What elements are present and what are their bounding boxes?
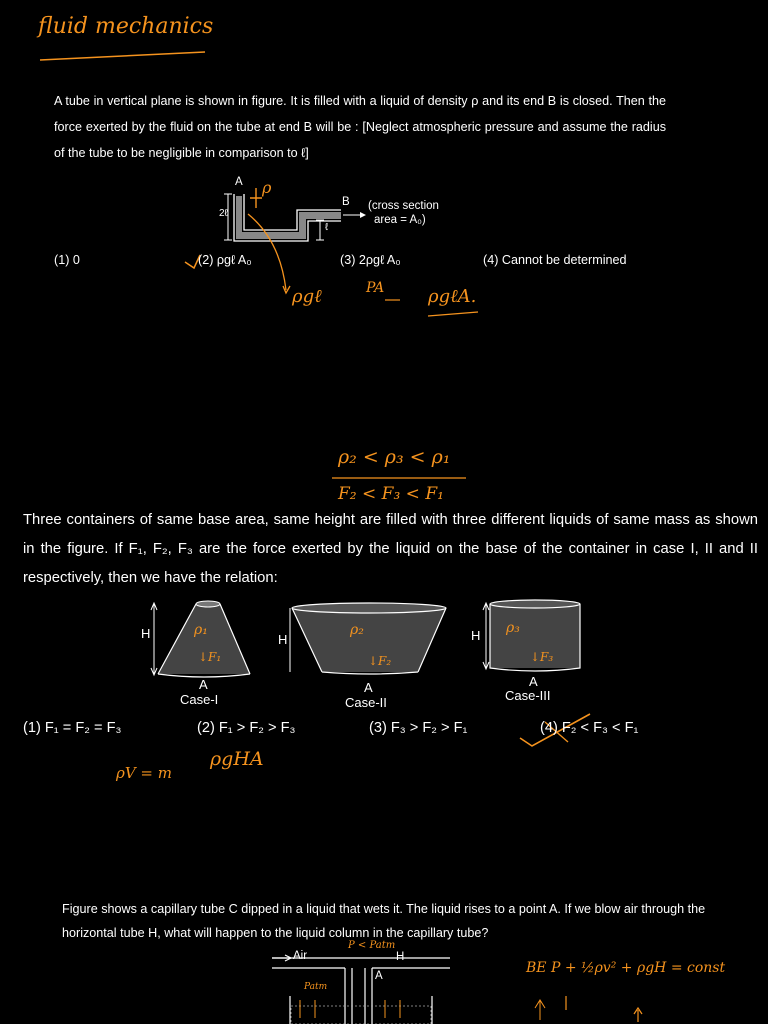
case-2-caption: Case-II bbox=[345, 695, 387, 710]
case-2-rho: ρ₂ bbox=[350, 622, 364, 638]
q1-label-a: A bbox=[235, 176, 243, 188]
note-densities: ρ₂ < ρ₃ < ρ₁ bbox=[338, 446, 451, 468]
q3-note-patm: Patm bbox=[304, 982, 328, 992]
q1-option-1: (1) 0 bbox=[54, 253, 80, 267]
q2-note-rhogha: ρgHA bbox=[210, 748, 264, 770]
q1-label-b: B bbox=[342, 196, 350, 208]
q2-option-3: (3) F₃ > F₂ > F₁ bbox=[369, 720, 468, 736]
case-3-height: H bbox=[471, 628, 481, 643]
q1-option-3: (3) 2ρgℓ A₀ bbox=[340, 253, 401, 267]
q1-note-rhogl: ρgℓ bbox=[292, 286, 322, 307]
q3-bernoulli-note: BE P + ½ρv² + ρgH = const bbox=[526, 960, 726, 976]
q1-note-rho: ρ bbox=[262, 178, 272, 197]
q2-option-2: (2) F₁ > F₂ > F₃ bbox=[197, 720, 296, 736]
question-2-text: Three containers of same base area, same height are filled with three different liquids of same mass as shown in the figure. If F₁, F₂, F₃ are the force exerted by the liquid on the base of the container in case I, II and II respectively, then we have the relation: bbox=[23, 512, 758, 586]
q1-cross-section: (cross section bbox=[368, 200, 439, 212]
case-2-height: H bbox=[278, 632, 288, 647]
q1-label-l: ℓ bbox=[325, 222, 329, 233]
q3-note-p-less: P < Patm bbox=[348, 940, 396, 951]
case-2-base: A bbox=[364, 680, 373, 695]
q2-option-1: (1) F₁ = F₂ = F₃ bbox=[23, 720, 122, 736]
q1-option-4: (4) Cannot be determined bbox=[483, 253, 627, 267]
case-1-rho: ρ₁ bbox=[194, 622, 208, 638]
case-1-caption: Case-I bbox=[180, 692, 219, 707]
q3-label-air: Air bbox=[293, 950, 308, 962]
question-1-text: A tube in vertical plane is shown in figure. It is filled with a liquid of density ρ and its end B is closed. Then the force exerted by the fluid on the tube at end B will be : [Neglect atmospheric pressure and assume the radius of the tube to be negligible in comparison to ℓ] bbox=[54, 94, 666, 160]
q1-note-pa: PA bbox=[366, 280, 385, 296]
case-3-caption: Case-III bbox=[505, 688, 551, 703]
case-3-base: A bbox=[529, 674, 538, 689]
heading: fluid mechanics bbox=[38, 14, 214, 39]
q3-label-a: A bbox=[375, 970, 383, 982]
case-1-force: ↓F₁ bbox=[198, 650, 222, 664]
case-1-height: H bbox=[141, 626, 151, 641]
q1-note-rhoglA: ρgℓA. bbox=[428, 286, 477, 307]
case-3-rho: ρ₃ bbox=[506, 620, 520, 636]
question-3-text: Figure shows a capillary tube C dipped in a liquid that wets it. The liquid rises to a point A. If we blow air through the horizontal tube H, what will happen to the liquid column in the capillary tube? bbox=[62, 902, 706, 940]
q2-option-4: (4) F₂ < F₃ < F₁ bbox=[540, 720, 639, 736]
q3-label-h: H bbox=[396, 951, 405, 963]
q2-note-rhov: ρV = m bbox=[116, 764, 172, 782]
q1-area: area = A₀) bbox=[374, 214, 426, 226]
case-1-base: A bbox=[199, 677, 208, 692]
note-forces: F₂ < F₃ < F₁ bbox=[338, 484, 444, 504]
case-2-force: ↓F₂ bbox=[368, 654, 392, 668]
q1-label-2l: 2ℓ bbox=[219, 208, 228, 219]
q1-option-2: (2) ρgℓ A₀ bbox=[198, 253, 252, 267]
case-3-force: ↓F₃ bbox=[530, 650, 554, 664]
